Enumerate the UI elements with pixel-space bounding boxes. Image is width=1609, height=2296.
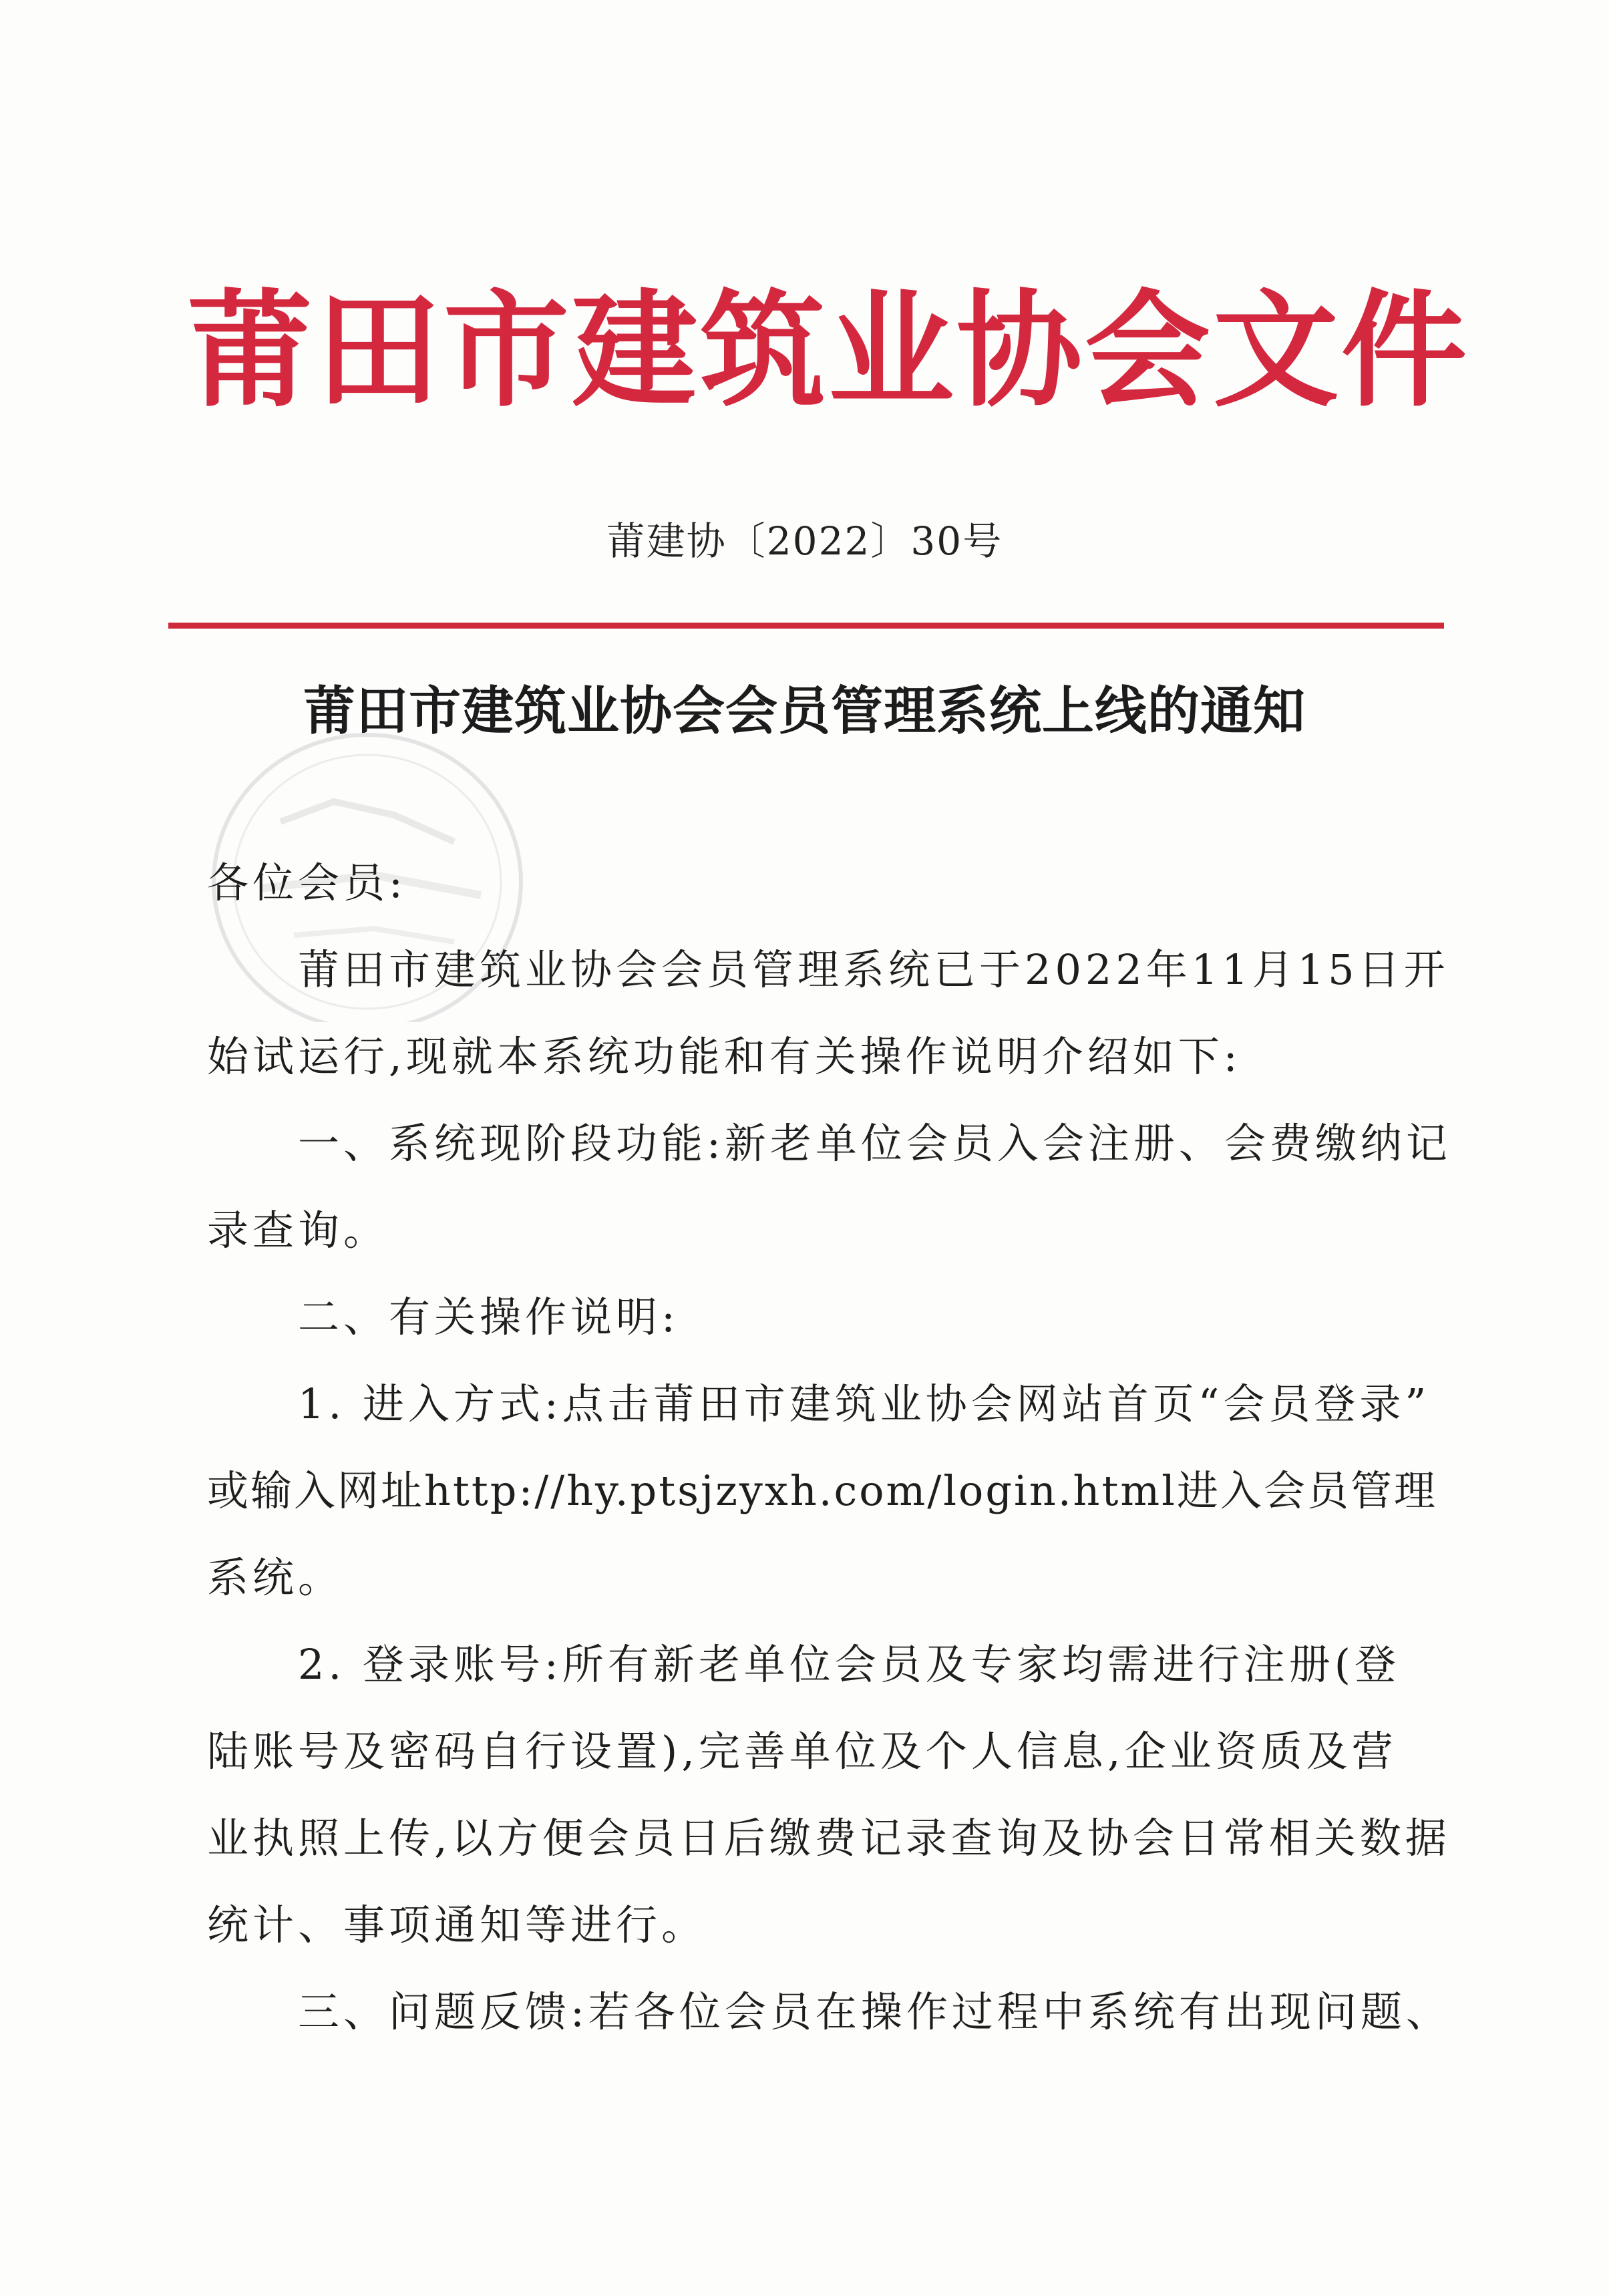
body-line: 1. 进入方式:点击莆田市建筑业协会网站首页“会员登录”	[207, 1379, 1431, 1428]
body-line: 一、系统现阶段功能:新老单位会员入会注册、会费缴纳记	[207, 1119, 1451, 1168]
body-line: 录查询。	[207, 1206, 389, 1255]
notice-title: 莆田市建筑业协会会员管理系统上线的通知	[303, 681, 1306, 742]
body-line: 陆账号及密码自行设置),完善单位及个人信息,企业资质及营	[207, 1727, 1397, 1776]
body-line: 业执照上传,以方便会员日后缴费记录查询及协会日常相关数据	[207, 1814, 1451, 1862]
red-divider	[168, 623, 1444, 629]
body-line: 始试运行,现就本系统功能和有关操作说明介绍如下:	[207, 1032, 1242, 1081]
body-line: 三、问题反馈:若各位会员在操作过程中系统有出现问题、	[207, 1987, 1451, 2036]
body-line-url: 或输入网址http://hy.ptsjzyxh.com/login.html进入会员管理	[207, 1466, 1437, 1515]
masthead: 莆田市建筑业协会文件	[187, 277, 1469, 424]
salutation: 各位会员:	[207, 858, 407, 907]
body-line: 统计、事项通知等进行。	[207, 1901, 707, 1949]
document-number: 莆建协〔2022〕30号	[606, 518, 1003, 564]
body-line: 2. 登录账号:所有新老单位会员及专家均需进行注册(登	[207, 1640, 1400, 1689]
body-line: 二、有关操作说明:	[207, 1293, 679, 1341]
body-line: 莆田市建筑业协会会员管理系统已于2022年11月15日开	[207, 945, 1449, 994]
body-line: 系统。	[207, 1553, 344, 1602]
